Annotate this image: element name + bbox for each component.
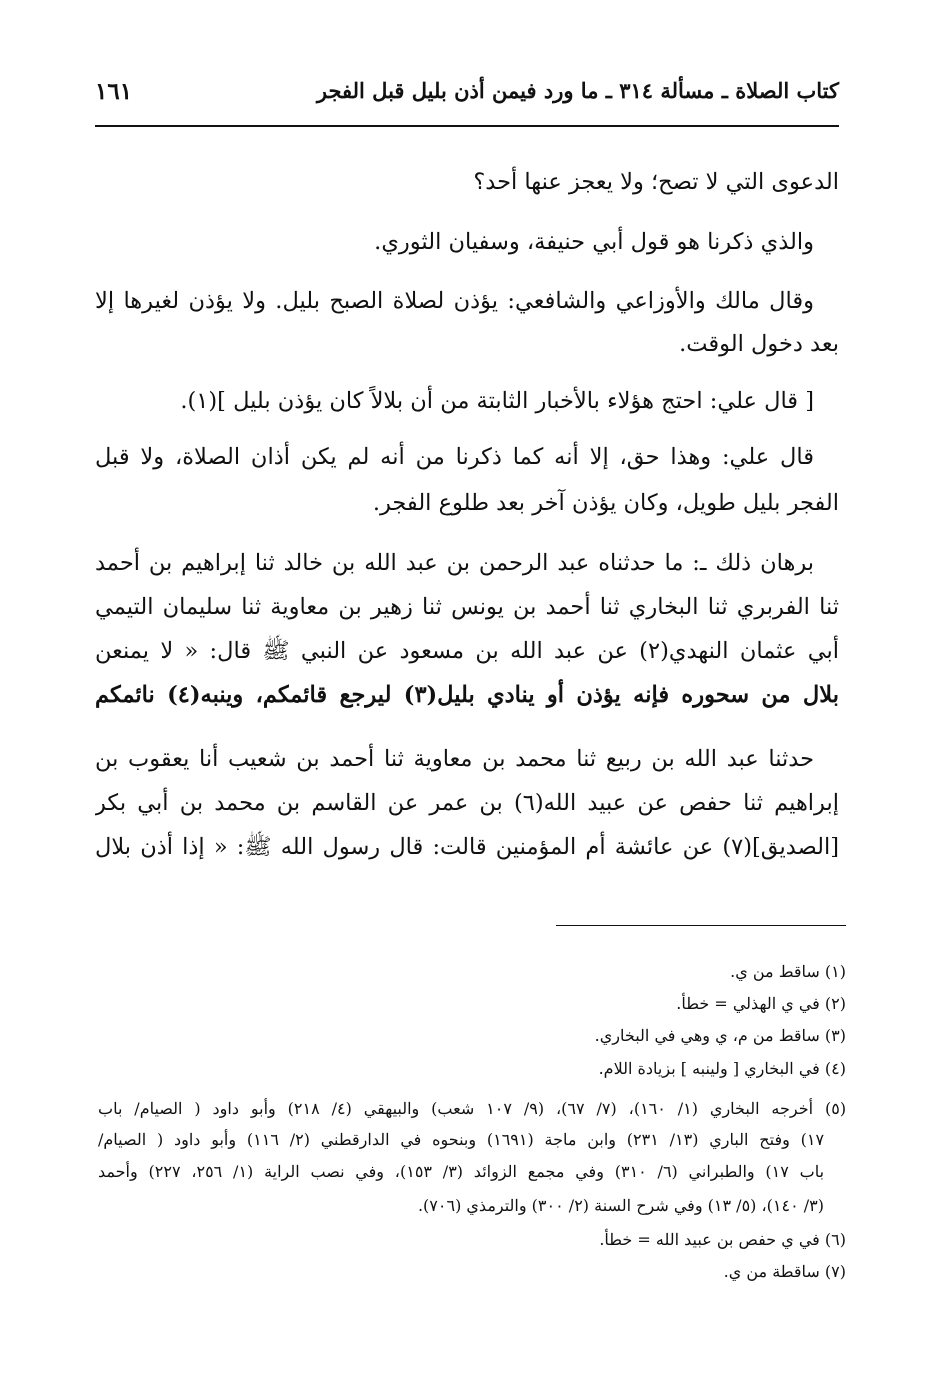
footnote: (٣) ساقط من م، ي وهي في البخاري. [594, 1026, 846, 1045]
body-line: قال علي: وهذا حق، إلا أنه كما ذكرنا من أنه لم يكن أذان الصلاة، ولا قبل [95, 444, 814, 470]
body-line: بعد دخول الوقت. [679, 331, 839, 357]
body-line: الفجر بليل طويل، وكان يؤذن آخر بعد طلوع الفجر. [372, 490, 839, 516]
body-line: حدثنا عبد الله بن ربيع ثنا محمد بن معاوية ثنا أحمد بن شعيب أنا يعقوب بن [95, 746, 814, 772]
footnote: (٢) في ي الهذلي = خطأ. [676, 994, 846, 1013]
footnote: (٧) ساقطة من ي. [723, 1262, 846, 1281]
running-header [95, 78, 839, 118]
page-number: ١٦١ [95, 78, 133, 105]
body-line: أبي عثمان النهدي(٢) عن عبد الله بن مسعود عن النبي ﷺ قال: « لا يمنعن [95, 638, 839, 664]
body-line: برهان ذلك ـ: ما حدثناه عبد الرحمن بن عبد الله بن خالد ثنا إبراهيم بن أحمد [95, 550, 814, 576]
footnote-continuation: (٣/ ١٤٠)، (٥/ ١٣) وفي شرح السنة (٢/ ٣٠٠) والترمذي (٧٠٦). [417, 1196, 824, 1215]
footnote-rule [556, 925, 846, 926]
footnote: (١) ساقط من ي. [730, 962, 846, 981]
footnote: (٤) في البخاري [ ولينبه ] بزيادة اللام. [598, 1059, 846, 1078]
footnote-continuation: ١٧) وفتح الباري (١٣/ ٢٣١) وابن ماجة (١٦٩١) وبنحوه في الدارقطني (٢/ ١١٦) وأبو داود ( الصيام/ [98, 1130, 824, 1149]
chapter-title: كتاب الصلاة ـ مسألة ٣١٤ ـ ما ورد فيمن أذن بليل قبل الفجر [316, 78, 839, 103]
body-line: [الصديق](٧) عن عائشة أم المؤمنين قالت: قال رسول الله ﷺ: « إذا أذن بلال [95, 834, 839, 860]
footnote: (٥) أخرجه البخاري (١/ ١٦٠)، (٧/ ٦٧)، (٩/ ١٠٧ شعب) والبيهقي (٤/ ٢١٨) وأبو داود ( الصيام/ باب [98, 1099, 846, 1118]
header-rule [95, 125, 839, 127]
body-line: وقال مالك والأوزاعي والشافعي: يؤذن لصلاة الصبح بليل. ولا يؤذن لغيرها إلا [95, 288, 814, 314]
footnote-continuation: باب ١٧) والطبراني (٦/ ٣١٠) وفي مجمع الزوائد (٣/ ١٥٣)، وفي نصب الراية (١/ ٢٥٦، ٢٢٧) وأحمد [98, 1162, 824, 1181]
body-line: الدعوى التي لا تصح؛ ولا يعجز عنها أحد؟ [473, 169, 839, 195]
body-line: ثنا الفربري ثنا البخاري ثنا أحمد بن يونس ثنا زهير بن معاوية ثنا سليمان التيمي [95, 594, 839, 620]
body-line: والذي ذكرنا هو قول أبي حنيفة، وسفيان الثوري. [374, 229, 814, 255]
body-line: إبراهيم ثنا حفص عن عبيد الله(٦) بن عمر عن القاسم بن محمد بن أبي بكر [95, 790, 839, 816]
footnote: (٦) في ي حفص بن عبيد الله = خطأ. [599, 1230, 846, 1249]
body-line: [ قال علي: احتج هؤلاء بالأخبار الثابتة من أن بلالاً كان يؤذن بليل ](١). [180, 388, 814, 414]
body-line: بلال من سحوره فإنه يؤذن أو ينادي بليل(٣) ليرجع قائمكم، وينبه(٤) نائمكم [95, 682, 839, 708]
